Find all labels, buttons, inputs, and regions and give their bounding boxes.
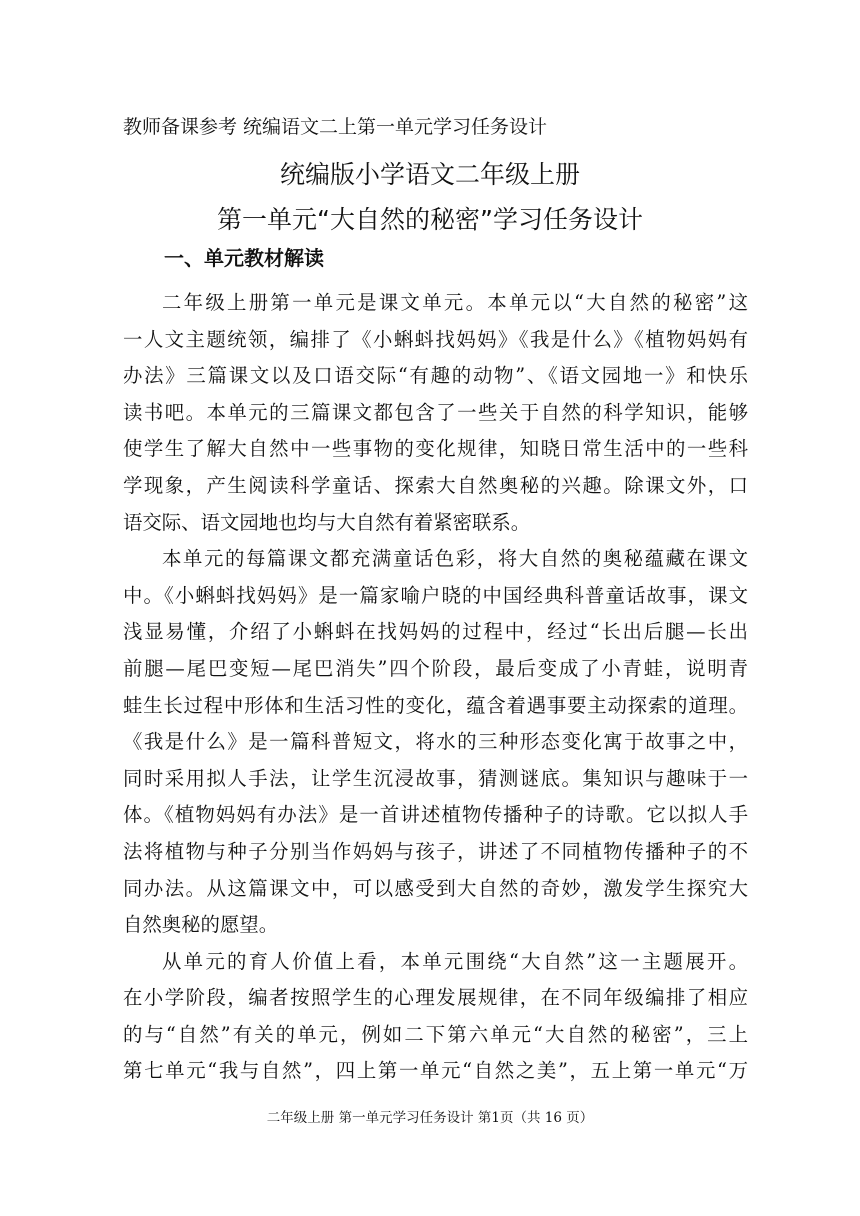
text-line: 法将植物与种子分别当作妈妈与孩子，讲述了不同植物传播种子的不 xyxy=(123,839,748,863)
paragraph-1 xyxy=(123,285,748,541)
text-line: 《我是什么》是一篇科普短文，将水的三种形态变化寓于故事之中， xyxy=(123,730,748,754)
page-footer: 二年级上册 第一单元学习任务设计 第1页（共 16 页） xyxy=(266,1110,594,1126)
text-line: 学现象，产生阅读科学童话、探索大自然奥秘的兴趣。除课文外，口 xyxy=(123,473,748,497)
text-line: 浅显易懂，介绍了小蝌蚪在找妈妈的过程中，经过“长出后腿—长出 xyxy=(123,620,748,644)
text-line: 在小学阶段，编者按照学生的心理发展规律，在不同年级编排了相应 xyxy=(123,986,748,1010)
text-line: 同办法。从这篇课文中，可以感受到大自然的奇妙，激发学生探究大 xyxy=(123,876,748,900)
text-line: 从单元的育人价值上看，本单元围绕“大自然”这一主题展开。 xyxy=(162,949,748,973)
text-line: 二年级上册第一单元是课文单元。本单元以“大自然的秘密”这 xyxy=(162,291,748,314)
text-line: 蛙生长过程中形体和生活习性的变化，蕴含着遇事要主动探索的道理。 xyxy=(123,693,748,717)
paragraph-3 xyxy=(123,944,748,1090)
text-line: 自然奥秘的愿望。 xyxy=(123,913,279,937)
text-line: 的与“自然”有关的单元，例如二下第六单元“大自然的秘密”，三上 xyxy=(123,1022,748,1046)
text-line: 一人文主题统领，编排了《小蝌蚪找妈妈》《我是什么》《植物妈妈有 xyxy=(123,327,748,351)
text-line: 读书吧。本单元的三篇课文都包含了一些关于自然的科学知识，能够 xyxy=(123,400,748,424)
document-title-line-2: 第一单元“大自然的秘密”学习任务设计 xyxy=(217,205,643,234)
text-line: 前腿—尾巴变短—尾巴消失”四个阶段，最后变成了小青蛙，说明青 xyxy=(123,656,748,680)
paragraph-2 xyxy=(123,541,748,944)
body-text xyxy=(123,285,748,1090)
text-line: 同时采用拟人手法，让学生沉浸故事，猜测谜底。集知识与趣味于一 xyxy=(123,766,748,790)
text-line: 办法》三篇课文以及口语交际“有趣的动物”、《语文园地一》和快乐 xyxy=(123,364,748,388)
text-line: 体。《植物妈妈有办法》是一首讲述植物传播种子的诗歌。它以拟人手 xyxy=(123,803,748,827)
text-line: 本单元的每篇课文都充满童话色彩，将大自然的奥秘蕴藏在课文 xyxy=(162,547,748,571)
text-line: 中。《小蝌蚪找妈妈》是一篇家喻户晓的中国经典科普童话故事，课文 xyxy=(123,583,748,607)
section-heading: 一、单元教材解读 xyxy=(164,246,324,270)
header-note: 教师备课参考 统编语文二上第一单元学习任务设计 xyxy=(123,116,548,138)
text-line: 语交际、语文园地也均与大自然有着紧密联系。 xyxy=(123,510,531,534)
document-title-line-1: 统编版小学语文二年级上册 xyxy=(279,160,580,189)
text-line: 第七单元“我与自然”，四上第一单元“自然之美”，五上第一单元“万 xyxy=(123,1059,748,1083)
text-line: 使学生了解大自然中一些事物的变化规律，知晓日常生活中的一些科 xyxy=(123,437,748,461)
